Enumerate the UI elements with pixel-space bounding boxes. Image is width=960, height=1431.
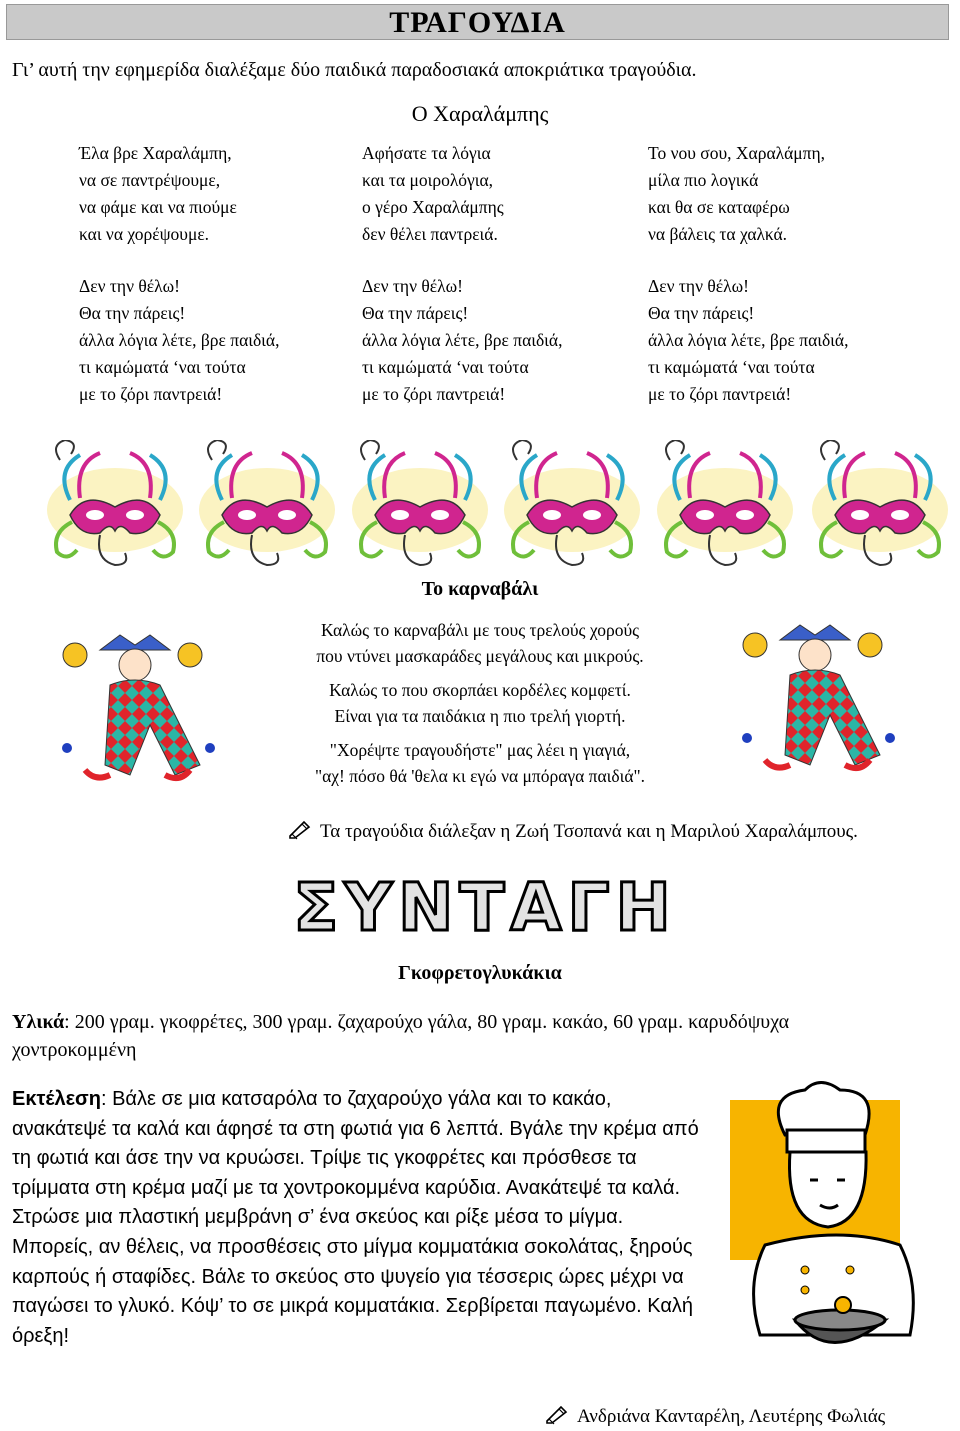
chorus-line: τι καμώματά ‘ναι τούτα bbox=[79, 357, 246, 377]
chorus-line: με το ζόρι παντρειά! bbox=[79, 384, 223, 404]
verse-line: να φάμε και να πιούμε bbox=[79, 197, 237, 217]
chorus-line: με το ζόρι παντρειά! bbox=[362, 384, 506, 404]
section-title: ΤΡΑΓΟΥΔΙΑ bbox=[389, 6, 566, 39]
song2-line: Καλώς το που σκορπάει κορδέλες κομφετί. bbox=[329, 680, 631, 700]
verse-line: δεν θέλει παντρειά. bbox=[362, 224, 498, 244]
recipe-name: Γκοφρετογλυκάκια bbox=[398, 962, 562, 984]
chorus-line: Δεν την θέλω! bbox=[362, 276, 463, 296]
recipe-heading-text: ΣΥΝΤΑΓΗ bbox=[293, 872, 677, 942]
song1-column-2 bbox=[362, 140, 562, 408]
song2-line: Καλώς το καρναβάλι με τους τρελούς χορούς bbox=[320, 620, 640, 640]
verse-line: και τα μοιρολόγια, bbox=[362, 170, 494, 190]
song1-column-3 bbox=[648, 140, 848, 408]
recipe-heading bbox=[270, 872, 700, 942]
carnival-mask-icon bbox=[47, 440, 183, 565]
song1-column-1 bbox=[79, 140, 279, 408]
ingredients-text: : 200 γραμ. γκοφρέτες, 300 γραμ. ζαχαρούχο γάλα, 80 γραμ. κακάο, 60 γραμ. καρυδόψυχα χοντροκομμένη bbox=[12, 1011, 790, 1061]
carnival-mask-icon bbox=[657, 440, 793, 565]
ingredients-label: Υλικά bbox=[12, 1011, 65, 1033]
chorus-line: Θα την πάρεις! bbox=[362, 303, 469, 323]
song2-line: που ντύνει μασκαράδες μεγάλους και μικρούς. bbox=[316, 646, 644, 666]
verse-line: Αφήσατε τα λόγια bbox=[362, 143, 491, 163]
recipe-credit-text: Ανδριάνα Κανταρέλη, Λευτέρης Φωλιάς bbox=[577, 1406, 886, 1427]
carnival-mask-icon bbox=[504, 440, 640, 565]
songs-credit bbox=[288, 820, 858, 843]
carnival-mask-row bbox=[40, 440, 960, 590]
chorus-line: Θα την πάρεις! bbox=[648, 303, 755, 323]
verse-line: μίλα πιο λογικά bbox=[648, 170, 759, 190]
chorus-line: Δεν την θέλω! bbox=[79, 276, 180, 296]
method-text: : Βάλε σε μια κατσαρόλα το ζαχαρούχο γάλα και το κακάο, ανακάτεψέ τα καλά και άφησέ τα στη φωτιά για 6 λεπτά. Βγάλε την κρέμα από τη φωτιά και άσε την να κρυώσει. Τρίψε τις γκοφρέτες και πρόσθεσε τα τρίμματα στη κρέμα μαζί με τα χοντροκομμένα καρύδια. Ανακάτεψέ τα καλά. Στρώσε μια πλαστική μεμβράνη σ’ ένα σκεύος και ρίξε μέσα το μίγμα. Μπορείς, αν θέλεις, να προσθέσεις στο μίγμα κομματάκια σοκολάτας, ξηρούς καρπούς ή σταφίδες. Βάλε το σκεύος στο ψυγείο για τέσσερις ώρες μέχρι να παγώσει το γλυκό. Κόψ’ το σε μικρά κομματάκια. Σερβίρεται παγωμένο. Καλή όρεξη! bbox=[12, 1088, 699, 1347]
verse-line: ο γέρο Χαραλάμπης bbox=[362, 197, 504, 217]
recipe-ingredients bbox=[12, 1008, 912, 1064]
chorus-line: Δεν την θέλω! bbox=[648, 276, 749, 296]
carnival-mask-icon bbox=[199, 440, 335, 565]
verse-line: Έλα βρε Χαραλάμπη, bbox=[79, 143, 232, 163]
chorus-line: άλλα λόγια λέτε, βρε παιδιά, bbox=[79, 330, 280, 350]
chorus-line: άλλα λόγια λέτε, βρε παιδιά, bbox=[362, 330, 563, 350]
verse-line: να σε παντρέψουμε, bbox=[79, 170, 221, 190]
recipe-method bbox=[12, 1085, 702, 1351]
chorus-line: με το ζόρι παντρειά! bbox=[648, 384, 792, 404]
song1-title: Ο Χαραλάμπης bbox=[411, 101, 549, 126]
verse-line: Το νου σου, Χαραλάμπη, bbox=[648, 143, 826, 163]
pencil-icon bbox=[288, 820, 312, 840]
songs-credit-text: Τα τραγούδια διάλεξαν η Ζωή Τσοπανά και η Μαριλού Χαραλάμπους. bbox=[320, 821, 858, 842]
pencil-icon bbox=[545, 1405, 569, 1425]
song2-line: "Χορέψτε τραγουδήστε" μας λέει η γιαγιά, bbox=[329, 740, 631, 760]
song2-title: Το καρναβάλι bbox=[421, 578, 539, 600]
verse-line: και να χορέψουμε. bbox=[79, 224, 210, 244]
verse-line: να βάλεις τα χαλκά. bbox=[648, 224, 788, 244]
carnival-mask-icon bbox=[352, 440, 488, 565]
section-banner bbox=[6, 4, 949, 40]
carnival-mask-icon bbox=[812, 440, 948, 565]
chorus-line: τι καμώματά ‘ναι τούτα bbox=[362, 357, 529, 377]
chorus-line: τι καμώματά ‘ναι τούτα bbox=[648, 357, 815, 377]
song2-line: "αχ! πόσο θά 'θελα κι εγώ να μπόραγα παιδιά". bbox=[314, 766, 646, 786]
song2-line: Είναι για τα παιδάκια η πιο τρελή γιορτή. bbox=[334, 706, 626, 726]
verse-line: και θα σε καταφέρω bbox=[648, 197, 790, 217]
chef-icon bbox=[725, 1080, 930, 1370]
recipe-credit bbox=[545, 1405, 885, 1428]
method-label: Εκτέλεση bbox=[12, 1088, 101, 1110]
chorus-line: Θα την πάρεις! bbox=[79, 303, 186, 323]
chorus-line: άλλα λόγια λέτε, βρε παιδιά, bbox=[648, 330, 849, 350]
intro-text: Γι’ αυτή την εφημερίδα διαλέξαμε δύο παιδικά παραδοσιακά αποκριάτικα τραγούδια. bbox=[12, 59, 697, 81]
